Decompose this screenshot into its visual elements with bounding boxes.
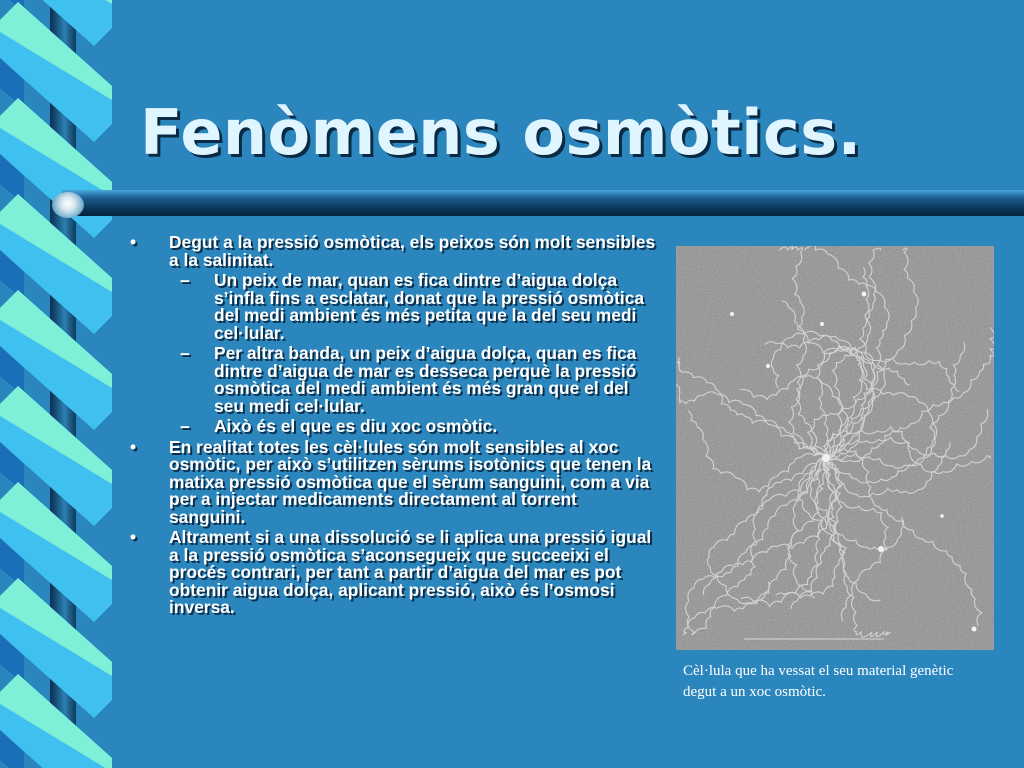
ribbon-twist-graphic (0, 0, 112, 768)
bullet-marker: • (130, 436, 137, 457)
bullet-text: Altrament si a una dissolució se li aplica una pressió igual a la pressió osmòtica s’aconsegueix que succeeixi el procés contrari, per tant a partir d’aigua del mar es pot obtenir aigua dolça, aplicant pressió, això és l’osmosi inversa. (169, 527, 652, 617)
bullet-item (128, 529, 656, 617)
sub-bullet-item (128, 345, 656, 415)
sub-bullet-text: Per altra banda, un peix d’aigua dolça, quan es fica dintre d’aigua de mar es desseca perquè la pressió osmòtica del medi ambient és més gran que el del seu medi cel·lular. (214, 343, 637, 416)
dna-micrograph-icon (676, 246, 994, 650)
bar-end-knob (52, 192, 84, 218)
bullet-item (128, 234, 656, 269)
bullet-text: Degut a la pressió osmòtica, els peixos són molt sensibles a la salinitat. (169, 232, 656, 270)
sub-bullet-marker: – (180, 343, 190, 363)
sub-bullet-marker: – (180, 416, 190, 436)
bullet-list (128, 234, 656, 620)
bullet-item (128, 436, 656, 527)
decorative-ribbon (0, 0, 112, 768)
sub-bullet-item (128, 418, 656, 436)
figure-caption: Cèl·lula que ha vessat el seu material genètic degut a un xoc osmòtic. (683, 663, 954, 700)
title-underline-bar (62, 190, 1024, 216)
slide-title: Fenòmens osmòtics. (140, 96, 862, 169)
bullet-marker: • (130, 232, 137, 252)
micrograph-image (676, 246, 994, 650)
bullet-marker: • (130, 527, 137, 547)
sub-bullet-item (128, 272, 656, 342)
sub-bullet-text: Això és el que es diu xoc osmòtic. (214, 416, 498, 436)
sub-bullet-marker: – (180, 270, 190, 290)
sub-bullet-text: Un peix de mar, quan es fica dintre d’aigua dolça s’infla fins a esclatar, donat que la pressió osmòtica del medi ambient és més petita que la del seu medi cel·lular. (214, 270, 645, 343)
bullet-text: En realitat totes les cèl·lules són molt sensibles al xoc osmòtic, per això s’utilitzen sèrums isotònics que tenen la matixa pressió osmòtica que el sèrum sanguini, com a via per a injectar medicaments directament al torrent sanguini. (169, 436, 652, 527)
